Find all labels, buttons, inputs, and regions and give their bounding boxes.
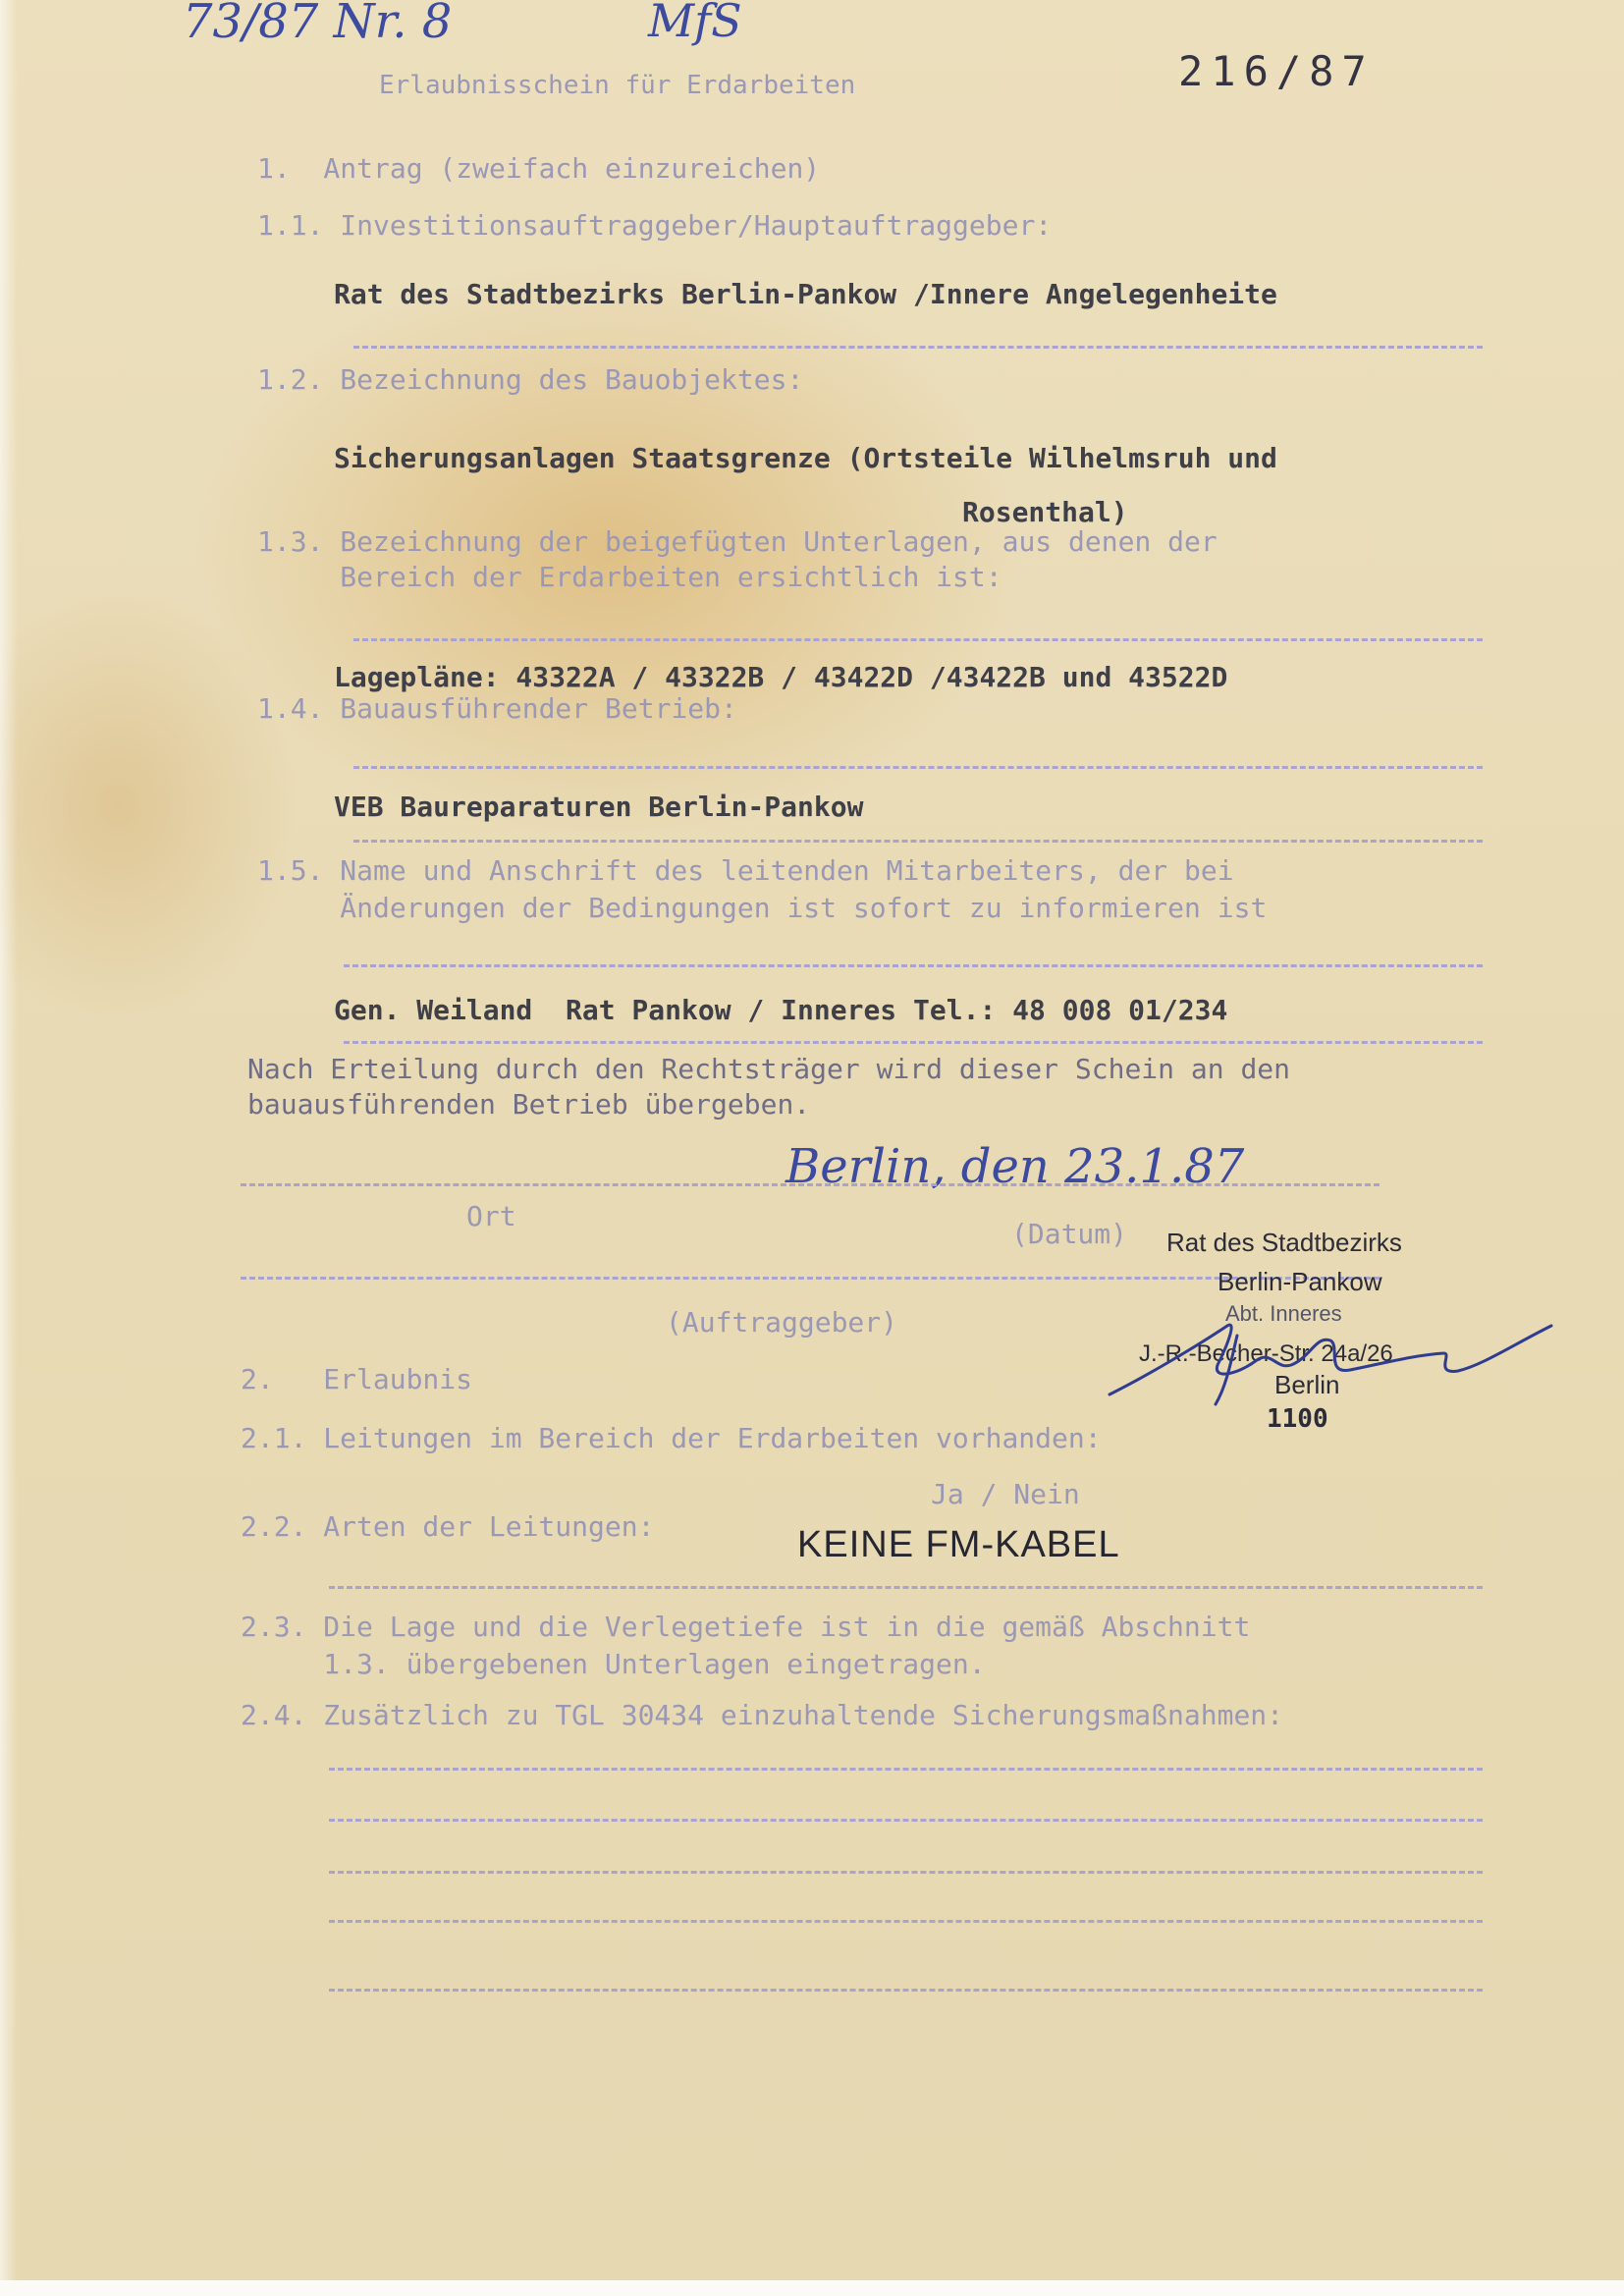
question-1-5-line-2: Änderungen der Bedingungen ist sofort zu informieren ist — [257, 892, 1268, 924]
signature-line — [241, 1183, 1380, 1186]
stamp-line-1: Rat des Stadtbezirks — [1166, 1228, 1402, 1257]
scan-border — [0, 2280, 1624, 2296]
document-number: 216/87 — [1178, 47, 1375, 95]
question-1-3-line-2: Bereich der Erdarbeiten ersichtlich ist: — [257, 561, 1002, 593]
section-1-heading: 1. Antrag (zweifach einzureichen) — [257, 152, 821, 185]
answer-1-3: Lagepläne: 43322A / 43322B / 43422D /43422B und 43522D — [334, 661, 1228, 693]
answer-1-2-line-1: Sicherungsanlagen Staatsgrenze (Ortsteile Wilhelmsruh und — [334, 442, 1277, 474]
label-datum: (Datum) — [1011, 1218, 1128, 1250]
question-1-5-line-1: 1.5. Name und Anschrift des leitenden Mitarbeiters, der bei — [257, 854, 1234, 887]
stamp-line-2: Berlin-Pankow — [1218, 1267, 1382, 1296]
answer-1-4: VEB Baureparaturen Berlin-Pankow — [334, 791, 864, 823]
signature-line — [241, 1277, 1380, 1280]
document-title: Erlaubnisschein für Erdarbeiten — [379, 71, 856, 100]
answer-2-1: Ja / Nein — [931, 1478, 1080, 1510]
answer-1-1: Rat des Stadtbezirks Berlin-Pankow /Innere Angelegenheite — [334, 278, 1277, 310]
answer-line — [353, 346, 1483, 349]
question-2-1: 2.1. Leitungen im Bereich der Erdarbeiten vorhanden: — [241, 1422, 1102, 1454]
question-2-4: 2.4. Zusätzlich zu TGL 30434 einzuhaltende Sicherungsmaßnahmen: — [241, 1699, 1284, 1731]
answer-2-2-stamp: KEINE FM-KABEL — [797, 1524, 1120, 1565]
answer-line — [353, 766, 1483, 769]
answer-line — [329, 1871, 1483, 1874]
answer-1-2-line-2: Rosenthal) — [962, 496, 1128, 528]
label-ort: Ort — [466, 1200, 516, 1232]
answer-line — [353, 840, 1483, 843]
answer-line — [329, 1989, 1483, 1992]
handover-note-line-2: bauausführenden Betrieb übergeben. — [247, 1088, 811, 1121]
question-1-3-line-1: 1.3. Bezeichnung der beigefügten Unterlagen, aus denen der — [257, 525, 1218, 558]
answer-line — [344, 964, 1483, 967]
handwritten-place-date: Berlin, den 23.1.87 — [785, 1139, 1245, 1194]
handwritten-reference: 73/87 Nr. 8 — [183, 0, 453, 49]
answer-line — [329, 1586, 1483, 1589]
answer-line — [344, 1041, 1483, 1044]
question-1-2: 1.2. Bezeichnung des Bauobjektes: — [257, 363, 804, 396]
answer-line — [329, 1920, 1483, 1923]
section-2-heading: 2. Erlaubnis — [241, 1363, 473, 1395]
answer-line — [329, 1819, 1483, 1822]
label-auftraggeber: (Auftraggeber) — [666, 1306, 898, 1339]
handwritten-note: MfS — [648, 0, 742, 47]
question-2-2: 2.2. Arten der Leitungen: — [241, 1510, 655, 1543]
handover-note-line-1: Nach Erteilung durch den Rechtsträger wird dieser Schein an den — [247, 1053, 1291, 1085]
paper-edge — [0, 0, 18, 2296]
stamp-line-5: Berlin — [1274, 1370, 1340, 1399]
stamp-line-4: J.-R.-Becher-Str. 24a/26 — [1139, 1340, 1393, 1367]
question-1-1: 1.1. Investitionsauftraggeber/Hauptauftraggeber: — [257, 209, 1053, 242]
answer-line — [329, 1768, 1483, 1771]
question-2-3-line-1: 2.3. Die Lage und die Verlegetiefe ist in die gemäß Abschnitt — [241, 1611, 1251, 1643]
signature-icon — [1090, 1306, 1581, 1424]
question-2-3-line-2: 1.3. übergebenen Unterlagen eingetragen. — [241, 1648, 986, 1680]
answer-1-5: Gen. Weiland Rat Pankow / Inneres Tel.: 48 008 01/234 — [334, 994, 1228, 1026]
stamp-line-3: Abt. Inneres — [1225, 1301, 1342, 1326]
stamp-line-6: 1100 — [1267, 1404, 1328, 1434]
question-1-4: 1.4. Bauausführender Betrieb: — [257, 692, 737, 725]
answer-line — [353, 638, 1483, 641]
